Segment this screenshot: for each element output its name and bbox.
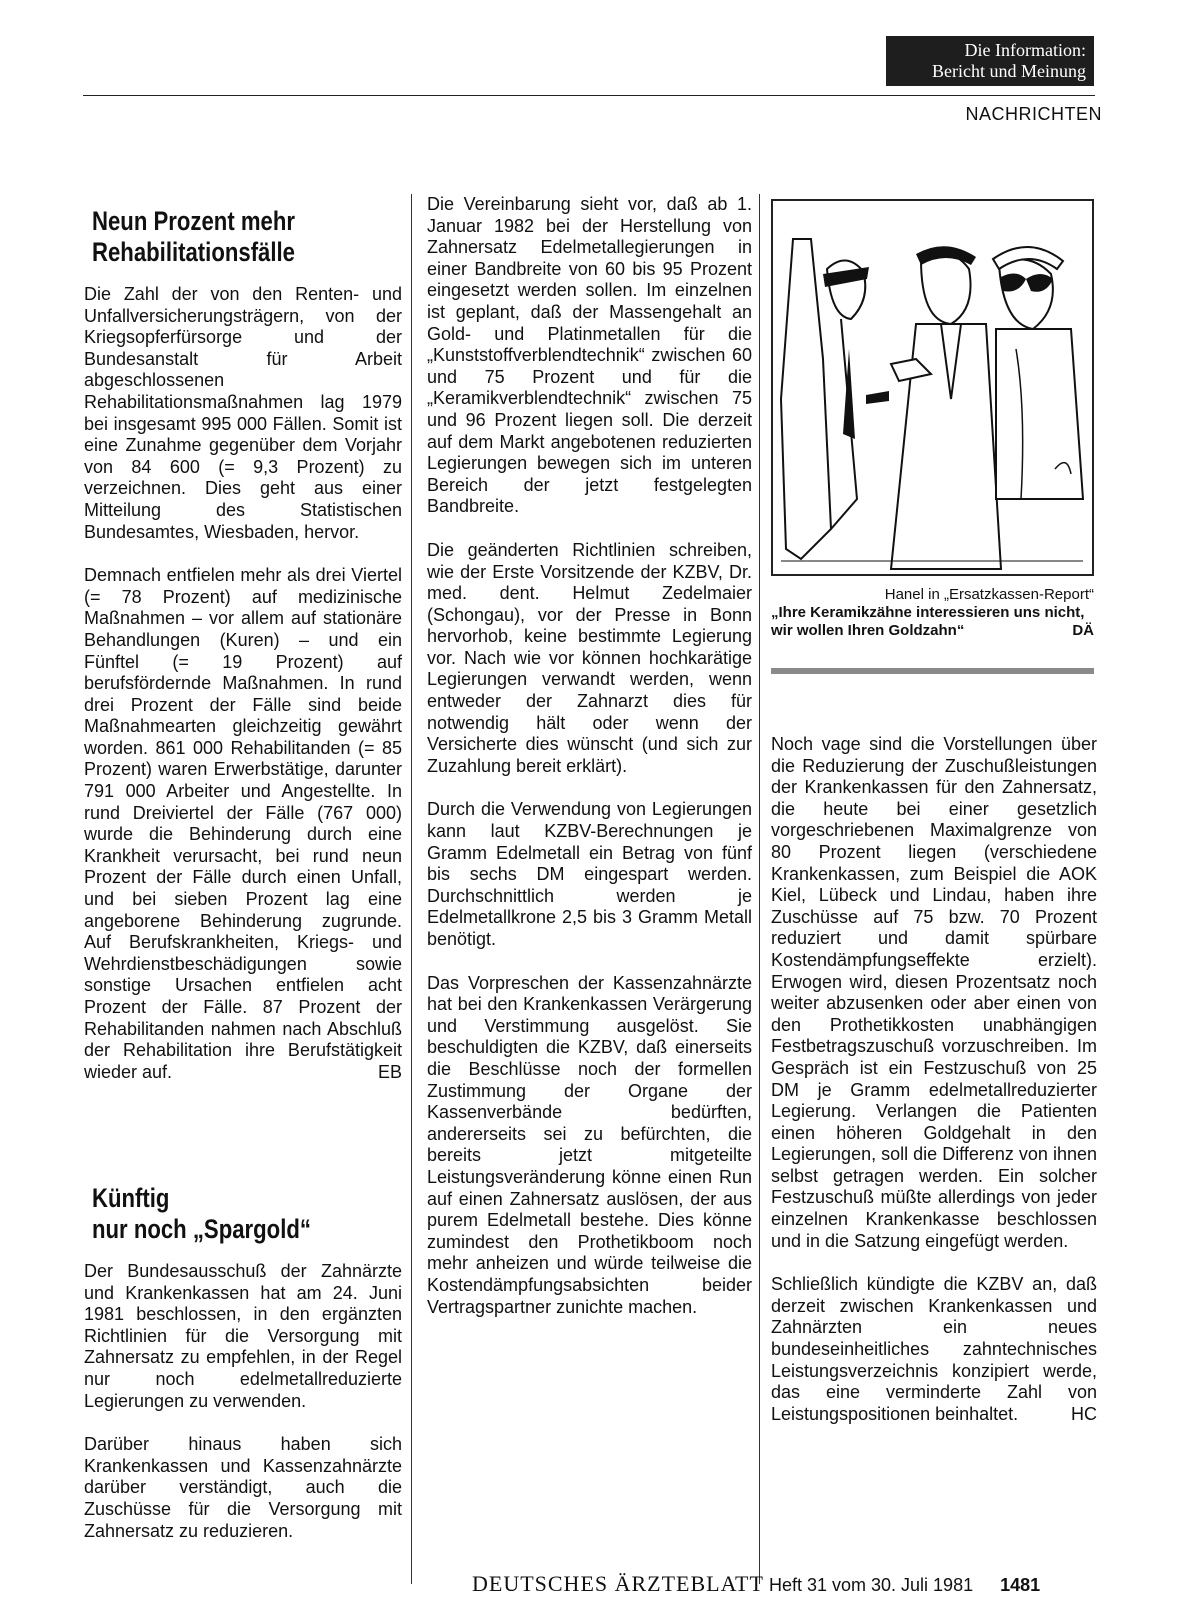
article-1-title-line-2: Rehabilitationsfälle bbox=[92, 237, 296, 267]
article-2-title-line-2: nur noch „Spargold“ bbox=[92, 1214, 311, 1244]
rubric-line-1: Die Information: bbox=[964, 40, 1086, 60]
issue-info: Heft 31 vom 30. Juli 1981 bbox=[768, 1575, 974, 1595]
article-2-paragraph-7: Noch vage sind die Vorstellungen über die Reduzierung der Zuschußleistungen der Krankenkassen für den Zahnersatz, die heute bei einer gesetzlich vorgeschriebenen Maximalgrenze von 80 Prozent liegen (verschiedene Krankenkassen, zum Beispiel die AOK Kiel, Lübeck und Lindau, haben ihre Zuschüsse auf 75 bzw. 70 Prozent reduziert und damit spürbare Kostendämpfungseffekte erzielt). Erwogen wird, diesen Prozentsatz noch weiter abzusenken oder aber einen von den Prothetikkosten unabhängigen Festbetragszuschuß vorzuschreiben. Im Gespräch ist ein Festzuschuß von 25 DM je Gramm edelmetallreduzierter Legierung. Verlangen die Patienten einen höheren Goldgehalt in den Legierungen, soll die Differenz von ihnen selbst getragen werden. Ein solcher Festzuschuß müßte allerdings von jeder einzelnen Krankenkasse beschlossen und in die Satzung eingefügt werden. bbox=[771, 734, 1097, 1251]
article-2-body-col-2 bbox=[427, 194, 752, 1340]
article-1-body bbox=[84, 284, 402, 1105]
cartoon-caption bbox=[771, 586, 1094, 640]
header-rule bbox=[83, 95, 1095, 96]
article-1-title-line-1: Neun Prozent mehr bbox=[92, 206, 295, 236]
rubric-badge bbox=[886, 36, 1094, 86]
article-2-paragraph-8 bbox=[771, 1274, 1097, 1425]
article-1-paragraph-2-text: Demnach entfielen mehr als drei Viertel (= 78 Prozent) auf medizinische Maßnahmen – vor allem auf stationäre Behandlungen (Kuren) – und ein Fünftel (= 19 Prozent) auf berufsfördernde Maßnahmen. In rund drei Prozent der Fälle sind beide Maßnahmearten gleichzeitig gewährt worden. 861 000 Rehabilitanden (= 85 Prozent) waren Erwerbstätige, darunter 791 000 Arbeiter und Angestellte. In rund Dreiviertel der Fälle (767 000) wurde die Behinderung durch eine Krankheit verursacht, bei rund neun Prozent der Fälle durch einen Unfall, und bei sieben Prozent lag eine angeborene Behinderung zugrunde. Auf Berufskrankheiten, Kriegs- und Wehrdienstbeschädigungen sowie sonstige Ursachen entfielen acht Prozent der Fälle. 87 Prozent der Rehabilitanden nahmen nach Abschluß der Rehabilitation ihre Berufstätigkeit wieder auf. bbox=[84, 565, 402, 1082]
article-2-paragraph-6: Das Vorpreschen der Kassenzahnärzte hat bei den Krankenkassen Verärgerung und Verstimmung ausgelöst. Sie beschuldigten die KZBV, daß einerseits die Beschlüsse noch der formellen Zustimmung der Organe der Kassenverbände bedürften, andererseits sei zu befürchten, die bereits jetzt mitgeteilte Leistungsveränderung könne einen Run auf einen Zahnersatz auslösen, der aus purem Edelmetall bestehe. Dies könne zumindest den Prothetikboom noch mehr anheizen und würde teilweise die Kostendämpfungsabsichten beider Vertragspartner zunichte machen. bbox=[427, 972, 752, 1317]
article-1-paragraph-1: Die Zahl der von den Renten- und Unfallversicherungsträgern, von der Kriegsopferfürsorge und der Bundesanstalt für Arbeit abgeschlossenen Rehabilitationsmaßnahmen lag 1979 bei insgesamt 995 000 Fällen. Somit ist eine Zunahme gegenüber dem Vorjahr von 84 600 (= 9,3 Prozent) zu verzeichnen. Dies geht aus einer Mitteilung des Statistischen Bundesamtes, Wiesbaden, hervor. bbox=[84, 284, 402, 542]
article-2-paragraph-3: Die Vereinbarung sieht vor, daß ab 1. Januar 1982 bei der Herstellung von Zahnersatz Edelmetallegierungen in einer Bandbreite von 60 bis 95 Prozent eingesetzt werden sollen. Im einzelnen ist geplant, daß der Massengehalt an Gold- und Platinmetallen für die „Kunststoffverblendtechnik“ zwischen 60 und 75 Prozent und für die „Keramikverblendtechnik“ zwischen 75 und 96 Prozent liegen soll. Die derzeit auf dem Markt angebotenen reduzierten Legierungen bewegen sich im unteren Bereich der jetzt festgelegten Bandbreite. bbox=[427, 194, 752, 517]
article-2-paragraph-2: Darüber hinaus haben sich Krankenkassen und Kassenzahnärzte darüber verständigt, auch die Zuschüsse für die Versorgung mit Zahnersatz zu reduzieren. bbox=[84, 1434, 402, 1541]
article-2-signature: HC bbox=[1071, 1403, 1097, 1424]
article-2-headline bbox=[92, 1183, 359, 1245]
article-2-paragraph-5: Durch die Verwendung von Legierungen kann laut KZBV-Berechnungen je Gramm Edelmetall ein Betrag von fünf bis sechs DM eingespart werden. Durchschnittlich werden je Edelmetallkrone 2,5 bis 3 Gramm Metall benötigt. bbox=[427, 799, 752, 949]
cartoon-quote bbox=[771, 604, 1094, 640]
cartoon-source: Hanel in „Ersatzkassen-Report“ bbox=[884, 586, 1094, 603]
article-2-body-col-3 bbox=[771, 734, 1097, 1447]
column-divider-1 bbox=[411, 194, 412, 1584]
article-2-paragraph-1: Der Bundesausschuß der Zahnärzte und Krankenkassen hat am 24. Juni 1981 beschlossen, in den ergänzten Richtlinien für die Versorgung mit Zahnersatz zu empfehlen, in der Regel nur noch edelmetallreduzierte Legierungen zu verwenden. bbox=[84, 1261, 402, 1411]
cartoon-credit: DÄ bbox=[1072, 622, 1094, 639]
rubric-line-2: Bericht und Meinung bbox=[932, 61, 1086, 81]
section-label: NACHRICHTEN bbox=[965, 104, 1102, 124]
page-footer bbox=[472, 1571, 1040, 1597]
cartoon-separator bbox=[771, 668, 1094, 674]
magazine-name: DEUTSCHES ÄRZTEBLATT bbox=[472, 1571, 764, 1596]
article-1-paragraph-2 bbox=[84, 565, 402, 1083]
cartoon-quote-text: „Ihre Keramikzähne interessieren uns nicht, wir wollen Ihren Goldzahn“ bbox=[771, 604, 1085, 639]
article-1-headline bbox=[92, 206, 340, 268]
column-divider-2 bbox=[759, 194, 760, 1584]
article-2-paragraph-8-text: Schließlich kündigte die KZBV an, daß derzeit zwischen Krankenkassen und Zahnärzten ein neues bundeseinheitliches zahntechnisches Leistungsverzeichnis konzipiert werde, das eine verminderte Zahl von Leistungspositionen beinhaltet. bbox=[771, 1274, 1097, 1424]
page-number: 1481 bbox=[1000, 1575, 1041, 1595]
article-2-body-col-1 bbox=[84, 1261, 402, 1541]
cartoon-illustration bbox=[771, 199, 1094, 576]
article-1-signature: EB bbox=[377, 1061, 402, 1082]
article-2-title-line-1: Künftig bbox=[92, 1183, 170, 1213]
article-2-paragraph-4: Die geänderten Richtlinien schreiben, wie der Erste Vorsitzende der KZBV, Dr. med. dent. Helmut Zedelmaier (Schongau), vor der Presse in Bonn hervorhob, keine bestimmte Legierung vor. Nach wie vor können hochkarätige Legierungen verwandt werden, wenn entweder der Zahnarzt dies für notwendig hält oder wenn der Versicherte dies wünscht (und sich zur Zuzahlung bereit erklärt). bbox=[427, 539, 752, 776]
